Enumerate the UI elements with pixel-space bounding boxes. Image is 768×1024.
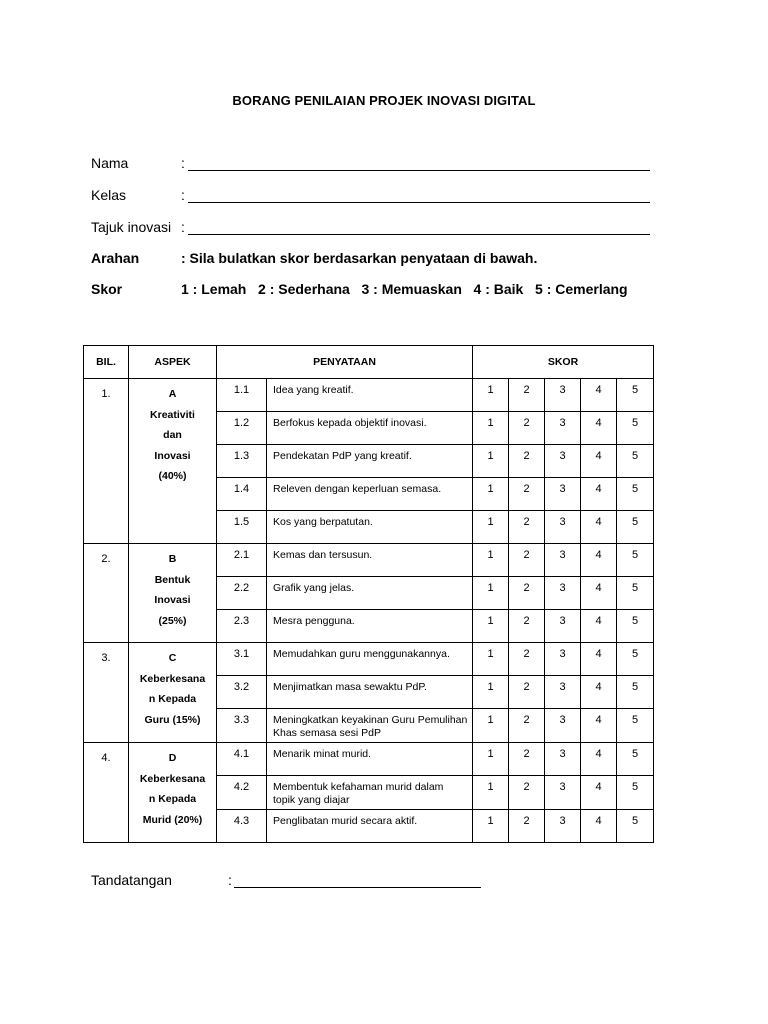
score-option-2[interactable]: 2 [509,412,545,445]
header-bil: BIL. [84,346,129,379]
section-number: 1. [84,379,129,544]
signature-label: Tandatangan [91,872,172,888]
signature-blank-line[interactable] [234,887,481,888]
kelas-blank-line[interactable] [188,202,650,203]
aspect-line: B [168,553,177,565]
item-code: 1.3 [217,445,267,478]
section-aspect [129,643,217,743]
score-option-3[interactable]: 3 [545,445,581,478]
aspect-line: A [168,388,177,400]
table-header-row [84,346,654,379]
item-code: 1.2 [217,412,267,445]
score-option-3[interactable]: 3 [545,743,581,776]
score-option-1[interactable]: 1 [473,478,509,511]
aspect-line: n Kepada [148,793,197,805]
score-option-2[interactable]: 2 [509,776,545,810]
tajuk-blank-line[interactable] [188,234,650,235]
item-statement: Menjimatkan masa sewaktu PdP. [267,676,473,709]
score-option-2[interactable]: 2 [509,676,545,709]
score-option-1[interactable]: 1 [473,610,509,643]
section-aspect [129,743,217,843]
score-option-3[interactable]: 3 [545,709,581,743]
score-option-5[interactable]: 5 [617,478,654,511]
score-option-1[interactable]: 1 [473,577,509,610]
score-option-3[interactable]: 3 [545,511,581,544]
score-option-2[interactable]: 2 [509,511,545,544]
item-code: 4.1 [217,743,267,776]
score-option-4[interactable]: 4 [581,445,617,478]
score-option-3[interactable]: 3 [545,412,581,445]
score-option-5[interactable]: 5 [617,412,654,445]
arahan-text: : Sila bulatkan skor berdasarkan penyataan di bawah. [181,250,538,266]
table-row [84,379,654,412]
item-statement: Kemas dan tersusun. [267,544,473,577]
header-penyataan: PENYATAAN [217,346,473,379]
score-option-2[interactable]: 2 [509,810,545,843]
item-statement: Idea yang kreatif. [267,379,473,412]
score-option-5[interactable]: 5 [617,577,654,610]
score-option-5[interactable]: 5 [617,511,654,544]
score-option-1[interactable]: 1 [473,776,509,810]
score-option-3[interactable]: 3 [545,478,581,511]
score-option-3[interactable]: 3 [545,544,581,577]
item-code: 2.3 [217,610,267,643]
score-option-4[interactable]: 4 [581,511,617,544]
nama-label: Nama [91,155,129,171]
score-option-3[interactable]: 3 [545,676,581,709]
score-option-5[interactable]: 5 [617,610,654,643]
score-option-1[interactable]: 1 [473,643,509,676]
score-option-1[interactable]: 1 [473,810,509,843]
form-title: BORANG PENILAIAN PROJEK INOVASI DIGITAL [232,93,536,108]
score-option-5[interactable]: 5 [617,379,654,412]
signature-colon: : [228,872,232,888]
item-statement: Berfokus kepada objektif inovasi. [267,412,473,445]
score-option-4[interactable]: 4 [581,577,617,610]
score-option-2[interactable]: 2 [509,610,545,643]
score-option-5[interactable]: 5 [617,643,654,676]
score-option-4[interactable]: 4 [581,810,617,843]
header-aspek: ASPEK [129,346,217,379]
item-statement: Menarik minat murid. [267,743,473,776]
score-option-3[interactable]: 3 [545,643,581,676]
aspect-line: (25%) [158,614,187,627]
score-option-3[interactable]: 3 [545,810,581,843]
score-option-3[interactable]: 3 [545,577,581,610]
signature-field[interactable] [91,872,232,888]
header-skor: SKOR [473,346,654,379]
score-option-2[interactable]: 2 [509,478,545,511]
arahan-label: Arahan [91,250,140,266]
item-code: 1.5 [217,511,267,544]
score-option-4[interactable]: 4 [581,676,617,709]
score-option-2[interactable]: 2 [509,743,545,776]
score-option-1[interactable]: 1 [473,544,509,577]
section-number: 3. [84,643,129,743]
aspect-line: Bentuk [154,573,191,586]
item-code: 1.4 [217,478,267,511]
item-code: 4.2 [217,776,267,810]
score-option-1[interactable]: 1 [473,743,509,776]
table-row [84,544,654,577]
score-option-4[interactable]: 4 [581,544,617,577]
aspect-line: Keberkesana [139,672,206,685]
score-option-3[interactable]: 3 [545,776,581,810]
item-code: 3.2 [217,676,267,709]
table-row [84,743,654,776]
aspect-line: Kreativiti [150,408,195,421]
score-option-2[interactable]: 2 [509,379,545,412]
aspect-line: D [168,752,177,764]
item-code: 2.1 [217,544,267,577]
aspect-line: n Kepada [148,693,197,705]
item-statement: Penglibatan murid secara aktif. [267,810,473,843]
score-option-1[interactable]: 1 [473,676,509,709]
item-code: 2.2 [217,577,267,610]
aspect-line: Inovasi [154,594,191,606]
skor-text: 1 : Lemah 2 : Sederhana 3 : Memuaskan 4 : Baik 5 : Cemerlang [181,281,628,297]
score-option-2[interactable]: 2 [509,445,545,478]
score-option-5[interactable]: 5 [617,676,654,709]
item-statement: Mesra pengguna. [267,610,473,643]
score-option-4[interactable]: 4 [581,478,617,511]
score-table [83,345,654,843]
score-option-5[interactable]: 5 [617,445,654,478]
score-option-5[interactable]: 5 [617,810,654,843]
nama-blank-line[interactable] [188,170,650,171]
aspect-line: Murid (20%) [142,813,203,826]
item-statement: Grafik yang jelas. [267,577,473,610]
skor-label: Skor [91,281,123,297]
score-option-1[interactable]: 1 [473,445,509,478]
score-option-1[interactable]: 1 [473,709,509,743]
score-option-2[interactable]: 2 [509,643,545,676]
score-option-2[interactable]: 2 [509,544,545,577]
kelas-colon: : [181,187,185,203]
score-option-5[interactable]: 5 [617,544,654,577]
tajuk-colon: : [181,219,185,235]
kelas-label: Kelas [91,187,127,203]
item-statement: Membentuk kefahaman murid dalam topik yang diajar [267,776,473,810]
section-number: 2. [84,544,129,643]
score-option-4[interactable]: 4 [581,743,617,776]
item-code: 3.3 [217,709,267,743]
nama-colon: : [181,155,185,171]
item-statement: Meningkatkan keyakinan Guru Pemulihan Khas semasa sesi PdP [267,709,473,743]
aspect-line: Guru (15%) [144,713,201,726]
item-statement: Memudahkan guru menggunakannya. [267,643,473,676]
score-option-2[interactable]: 2 [509,577,545,610]
score-option-5[interactable]: 5 [617,709,654,743]
score-option-4[interactable]: 4 [581,379,617,412]
item-code: 3.1 [217,643,267,676]
score-option-1[interactable]: 1 [473,511,509,544]
section-aspect [129,379,217,544]
aspect-line: Inovasi [154,449,191,462]
score-option-1[interactable]: 1 [473,412,509,445]
aspect-line: Keberkesana [139,772,206,785]
aspect-line: dan [163,429,182,441]
score-option-4[interactable]: 4 [581,709,617,743]
score-option-5[interactable]: 5 [617,776,654,810]
tajuk-label: Tajuk inovasi [91,219,172,235]
item-statement: Kos yang berpatutan. [267,511,473,544]
score-option-4[interactable]: 4 [581,412,617,445]
score-option-2[interactable]: 2 [509,709,545,743]
score-option-4[interactable]: 4 [581,643,617,676]
section-aspect [129,544,217,643]
score-option-5[interactable]: 5 [617,743,654,776]
score-option-4[interactable]: 4 [581,610,617,643]
item-code: 1.1 [217,379,267,412]
section-number: 4. [84,743,129,843]
item-statement: Pendekatan PdP yang kreatif. [267,445,473,478]
table-row [84,643,654,676]
item-statement: Releven dengan keperluan semasa. [267,478,473,511]
aspect-line: C [168,652,177,664]
score-option-3[interactable]: 3 [545,379,581,412]
score-option-1[interactable]: 1 [473,379,509,412]
score-option-4[interactable]: 4 [581,776,617,810]
score-option-3[interactable]: 3 [545,610,581,643]
item-code: 4.3 [217,810,267,843]
aspect-line: (40%) [158,470,187,482]
